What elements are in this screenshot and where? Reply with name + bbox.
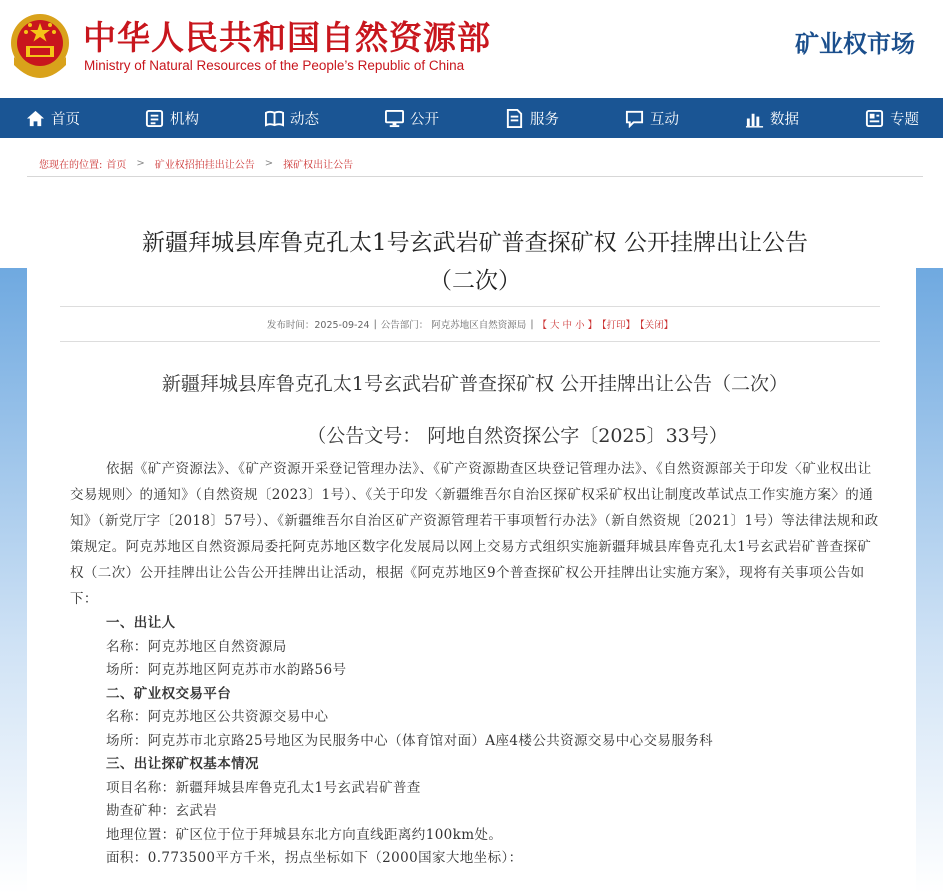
- document-icon: [505, 109, 524, 128]
- breadcrumb-level2[interactable]: 探矿权出让公告: [283, 159, 354, 171]
- breadcrumb-separator: >: [136, 157, 145, 169]
- section-heading: 三、出让探矿权基本情况: [106, 756, 259, 772]
- article-meta: 发布时间：2025-09-24 | 公告部门： 阿克苏地区自然资源局 | 【 大 中 小 】 【打印】 【关闭】: [60, 306, 880, 342]
- breadcrumb-level1[interactable]: 矿业权招拍挂出让公告: [154, 159, 255, 171]
- nav-topic[interactable]: [865, 98, 919, 138]
- home-icon: [26, 109, 45, 128]
- right-decor-bar: [916, 268, 943, 894]
- chat-icon: [625, 109, 644, 128]
- print-link[interactable]: 【打印】: [597, 320, 636, 331]
- nav-interact[interactable]: [625, 98, 679, 138]
- bar-chart-icon: [745, 109, 764, 128]
- nav-interact-label: 互动: [650, 111, 679, 128]
- article-lines: [70, 612, 880, 871]
- nav-news-label: 动态: [290, 111, 319, 128]
- site-title-cn: 中华人民共和国自然资源部: [83, 18, 491, 57]
- page-title-line2: （二次）: [429, 268, 521, 294]
- breadcrumb-separator: >: [264, 157, 274, 169]
- nav-topic-label: 专题: [890, 111, 919, 128]
- publish-dept: 公告部门： 阿克苏地区自然资源局: [380, 320, 527, 331]
- section-heading: 一、出让人: [106, 615, 176, 631]
- nav-service[interactable]: [505, 98, 559, 138]
- page-title: [27, 224, 923, 300]
- nav-service-label: 服务: [530, 111, 559, 128]
- publish-time: 发布时间：2025-09-24: [266, 320, 370, 331]
- article-line: 勘查矿种：玄武岩: [106, 803, 218, 819]
- document-number: （公告文号： 阿地自然资探公字〔2025〕33号）: [307, 425, 728, 447]
- nav-public-label: 公开: [410, 111, 439, 128]
- section-title[interactable]: 矿业权市场: [795, 30, 915, 58]
- article-line: 场所：阿克苏市北京路25号地区为民服务中心（体育馆对面）A座4楼公共资源交易中心交易服务科: [106, 732, 714, 749]
- national-emblem-icon: [8, 13, 72, 79]
- close-link[interactable]: 【关闭】: [635, 320, 674, 331]
- font-size-switch[interactable]: 【 大 中 小 】: [537, 320, 598, 331]
- left-decor-bar: [0, 268, 27, 894]
- nav-home[interactable]: [26, 98, 80, 138]
- nav-home-label: 首页: [51, 111, 80, 128]
- breadcrumb: [27, 150, 923, 177]
- nav-public[interactable]: [385, 98, 439, 138]
- article-body: [70, 360, 880, 871]
- monitor-icon: [385, 109, 404, 128]
- site-title-en: Ministry of Natural Resources of the People’s Republic of China: [84, 58, 465, 73]
- nav-org-label: 机构: [170, 111, 199, 128]
- site-header: [0, 0, 943, 98]
- nav-data-label: 数据: [770, 111, 799, 128]
- topic-icon: [865, 109, 884, 128]
- org-icon: [145, 109, 164, 128]
- article-line: 面积：0.773500平方千米，拐点坐标如下（2000国家大地坐标）：: [106, 850, 523, 866]
- article-line: 场所：阿克苏地区阿克苏市水韵路56号: [106, 662, 347, 678]
- section-heading: 二、矿业权交易平台: [106, 685, 232, 702]
- article-title: 新疆拜城县库鲁克孔太1号玄武岩矿普查探矿权 公开挂牌出让公告（二次）: [161, 373, 789, 395]
- book-icon: [265, 109, 284, 128]
- nav-news[interactable]: [265, 98, 319, 138]
- nav-org[interactable]: [145, 98, 199, 138]
- main-nav: [0, 98, 943, 138]
- article-line: 名称：阿克苏地区自然资源局: [106, 638, 287, 655]
- article-line: 名称：阿克苏地区公共资源交易中心: [106, 709, 329, 725]
- breadcrumb-home[interactable]: 首页: [106, 159, 127, 171]
- article-line: 地理位置：矿区位于位于拜城县东北方向直线距离约100km处。: [106, 826, 503, 843]
- breadcrumb-prefix: 您现在的位置:: [39, 159, 103, 171]
- nav-data[interactable]: [745, 98, 799, 138]
- page-title-line1: 新疆拜城县库鲁克孔太1号玄武岩矿普查探矿权 公开挂牌出让公告: [142, 230, 808, 256]
- intro-paragraph: 依据《矿产资源法》、《矿产资源开采登记管理办法》、《矿产资源勘查区块登记管理办法》、《自然资源部关于印发〈矿业权出让交易规则〉的通知》（自然资规〔2023〕1号）、《关于印发〈新疆维吾尔自治区探矿权采矿权出让制度改革试点工作实施方案〉的通知》（新党厅字〔2018〕57号）、《新疆维吾尔自治区矿产资源管理若干事项暂行办法》（新自然资规〔2021〕1号）等法律法规和政策规定。阿克苏地区自然资源局委托阿克苏地区数字化发展局以网上交易方式组织实施新疆拜城县库鲁克孔太1号玄武岩矿普查探矿权（二次）公开挂牌出让公告公开挂牌出让活动，根据《阿克苏地区9个普查探矿权公开挂牌出让实施方案》，现将有关事项公告如下：: [70, 461, 879, 607]
- article-line: 项目名称：新疆拜城县库鲁克孔太1号玄武岩矿普查: [106, 779, 421, 796]
